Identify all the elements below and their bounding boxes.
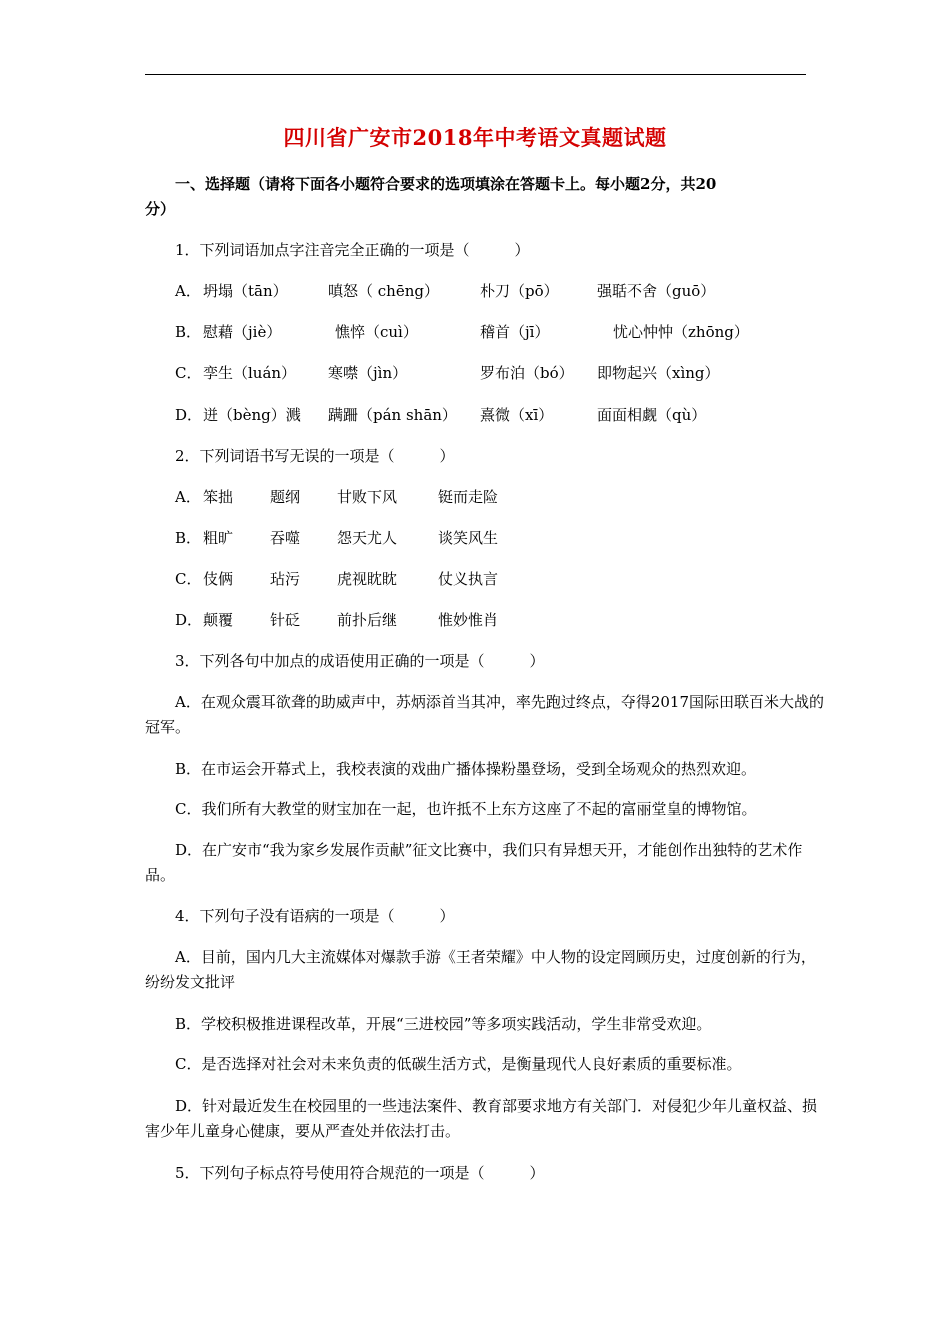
question-3-option-d: D．在广安市“我为家乡发展作贡献”征文比赛中，我们只有异想天开，才能创作出独特的艺术作品。 bbox=[145, 841, 803, 884]
option-item: 憔悴（cuì） bbox=[335, 323, 418, 341]
question-4-option-a: A．目前，国内几大主流媒体对爆款手游《王者荣耀》中人物的设定罔顾历史，过度创新的行为，纷纷发文批评 bbox=[145, 948, 816, 991]
option-label: C． bbox=[175, 570, 202, 588]
option-item: 即物起兴（xìng） bbox=[597, 364, 720, 382]
section-heading-line-2: 分） bbox=[145, 200, 176, 218]
option-item: 颠覆 bbox=[203, 611, 234, 629]
question-2-stem: 2．下列词语书写无误的一项是（ ） bbox=[175, 447, 455, 465]
header-rule bbox=[145, 74, 806, 75]
question-3-option-c: C．我们所有大教堂的财宝加在一起，也许抵不上东方这座了不起的富丽堂皇的博物馆。 bbox=[175, 800, 757, 818]
option-item: 蹒跚（pán shān） bbox=[328, 406, 457, 424]
option-label: A． bbox=[175, 282, 201, 300]
question-3-option-b: B．在市运会开幕式上，我校表演的戏曲广播体操粉墨登场，受到全场观众的热烈欢迎。 bbox=[175, 760, 757, 778]
section-heading-line-1: 一、选择题（请将下面各小题符合要求的选项填涂在答题卡上。每小题2分，共20 bbox=[175, 175, 717, 193]
option-item: 面面相觑（qù） bbox=[597, 406, 707, 424]
option-item: 熹微（xī） bbox=[480, 406, 554, 424]
option-item: 题纲 bbox=[270, 488, 301, 506]
option-label: A． bbox=[175, 488, 201, 506]
option-item: 慰藉（jiè） bbox=[203, 323, 282, 341]
option-label: D． bbox=[175, 611, 203, 629]
question-4-option-b: B．学校积极推进课程改革，开展“三进校园”等多项实践活动，学生非常受欢迎。 bbox=[175, 1015, 712, 1033]
question-3-stem: 3．下列各句中加点的成语使用正确的一项是（ ） bbox=[175, 652, 545, 670]
option-label: C． bbox=[175, 364, 202, 382]
option-item: 坍塌（tān） bbox=[203, 282, 288, 300]
option-item: 吞噬 bbox=[270, 529, 301, 547]
option-item: 甘败下风 bbox=[337, 488, 398, 506]
option-item: 笨拙 bbox=[203, 488, 234, 506]
option-item: 寒噤（jìn） bbox=[328, 364, 408, 382]
option-item: 怨天尤人 bbox=[337, 529, 398, 547]
question-4-stem: 4．下列句子没有语病的一项是（ ） bbox=[175, 907, 455, 925]
option-item: 谈笑风生 bbox=[438, 529, 499, 547]
question-4-option-d: D．针对最近发生在校园里的一些违法案件、教育部要求地方有关部门．对侵犯少年儿童权益、损害少年儿童身心健康，要从严查处并依法打击。 bbox=[145, 1097, 818, 1140]
option-item: 嗔怒（ chēng） bbox=[328, 282, 439, 300]
option-label: B． bbox=[175, 323, 202, 341]
option-item: 玷污 bbox=[270, 570, 301, 588]
option-item: 仗义执言 bbox=[438, 570, 499, 588]
option-item: 虎视眈眈 bbox=[337, 570, 398, 588]
page-title: 四川省广安市2018年中考语文真题试题 bbox=[283, 125, 667, 150]
option-item: 针砭 bbox=[270, 611, 301, 629]
option-label: B． bbox=[175, 529, 202, 547]
option-item: 粗旷 bbox=[203, 529, 234, 547]
option-item: 稽首（jī） bbox=[480, 323, 550, 341]
option-item: 铤而走险 bbox=[438, 488, 499, 506]
question-3-option-a: A．在观众震耳欲聋的助威声中，苏炳添首当其冲，率先跑过终点，夺得2017国际田联百米大战的冠军。 bbox=[145, 693, 825, 736]
option-item: 孪生（luán） bbox=[203, 364, 297, 382]
option-item: 伎俩 bbox=[203, 570, 234, 588]
option-item: 强聒不舍（guō） bbox=[597, 282, 716, 300]
question-1-stem: 1．下列词语加点字注音完全正确的一项是（ ） bbox=[175, 241, 530, 259]
option-item: 前扑后继 bbox=[337, 611, 398, 629]
option-item: 惟妙惟肖 bbox=[438, 611, 499, 629]
question-5-stem: 5．下列句子标点符号使用符合规范的一项是（ ） bbox=[175, 1164, 545, 1182]
option-item: 迸（bèng）溅 bbox=[203, 406, 301, 424]
question-4-option-c: C．是否选择对社会对未来负责的低碳生活方式，是衡量现代人良好素质的重要标准。 bbox=[175, 1055, 742, 1073]
option-item: 朴刀（pō） bbox=[480, 282, 559, 300]
section-heading bbox=[145, 172, 825, 222]
option-item: 罗布泊（bó） bbox=[480, 364, 574, 382]
option-item: 忧心忡忡（zhōng） bbox=[613, 323, 749, 341]
option-label: D． bbox=[175, 406, 203, 424]
